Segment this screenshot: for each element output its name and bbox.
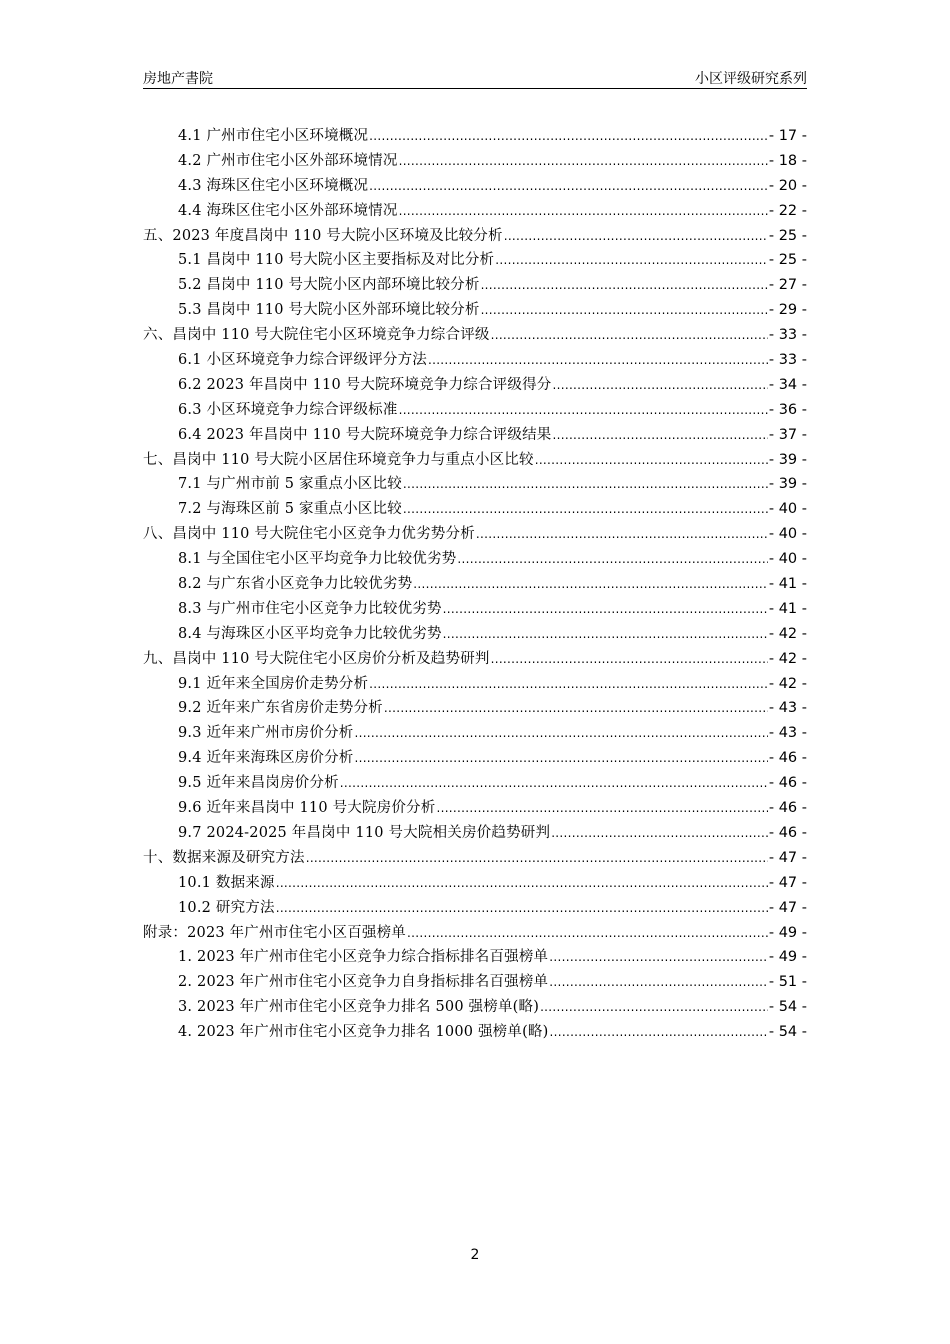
toc-entry-page: - 37 -: [768, 426, 807, 443]
toc-section-entry[interactable]: [143, 746, 807, 771]
toc-entry-page: - 51 -: [768, 974, 807, 991]
toc-entry-title: 4.3 海珠区住宅小区环境概况: [178, 177, 369, 194]
toc-entry-title: 10.1 数据来源: [178, 874, 275, 891]
toc-dot-leader: [428, 348, 768, 373]
toc-entry-page: - 47 -: [768, 874, 807, 891]
toc-chapter-entry[interactable]: [143, 921, 807, 946]
toc-entry-page: - 41 -: [768, 576, 807, 593]
toc-dot-leader: [551, 821, 768, 846]
toc-dot-leader: [491, 323, 768, 348]
toc-section-entry[interactable]: [143, 821, 807, 846]
toc-section-entry[interactable]: [143, 423, 807, 448]
toc-entry-title: 附录：2023 年广州市住宅小区百强榜单: [143, 924, 407, 941]
page-number: 2: [470, 1247, 480, 1263]
toc-entry-page: - 29 -: [768, 302, 807, 319]
toc-section-entry[interactable]: [143, 796, 807, 821]
toc-entry-page: - 25 -: [768, 227, 807, 244]
toc-dot-leader: [552, 373, 767, 398]
toc-dot-leader: [504, 224, 768, 249]
toc-entry-page: - 34 -: [768, 376, 807, 393]
toc-entry-page: - 42 -: [768, 675, 807, 692]
toc-entry-page: - 22 -: [768, 202, 807, 219]
toc-entry-page: - 46 -: [768, 824, 807, 841]
toc-entry-page: - 49 -: [768, 924, 807, 941]
toc-dot-leader: [340, 771, 768, 796]
toc-dot-leader: [540, 995, 768, 1020]
toc-entry-title: 7.1 与广州市前 5 家重点小区比较: [178, 476, 402, 493]
toc-dot-leader: [549, 970, 768, 995]
toc-entry-title: 七、昌岗中 110 号大院小区居住环境竞争力与重点小区比较: [143, 451, 534, 468]
toc-entry-page: - 40 -: [768, 526, 807, 543]
toc-section-entry[interactable]: [143, 547, 807, 572]
table-of-contents: [143, 124, 807, 1045]
toc-section-entry[interactable]: [143, 970, 807, 995]
toc-dot-leader: [403, 472, 768, 497]
toc-entry-title: 9.7 2024-2025 年昌岗中 110 号大院相关房价趋势研判: [178, 824, 551, 841]
toc-entry-title: 8.1 与全国住宅小区平均竞争力比较优劣势: [178, 551, 457, 568]
toc-entry-title: 五、2023 年度昌岗中 110 号大院小区环境及比较分析: [143, 227, 503, 244]
toc-dot-leader: [495, 248, 768, 273]
toc-section-entry[interactable]: [143, 373, 807, 398]
toc-dot-leader: [403, 497, 768, 522]
toc-entry-title: 6.2 2023 年昌岗中 110 号大院环境竞争力综合评级得分: [178, 376, 552, 393]
toc-entry-page: - 40 -: [768, 551, 807, 568]
toc-section-entry[interactable]: [143, 248, 807, 273]
toc-entry-title: 8.3 与广州市住宅小区竞争力比较优劣势: [178, 600, 442, 617]
toc-dot-leader: [354, 721, 767, 746]
toc-dot-leader: [276, 871, 768, 896]
toc-entry-title: 9.4 近年来海珠区房价分析: [178, 750, 354, 767]
toc-entry-title: 4.4 海珠区住宅小区外部环境情况: [178, 202, 398, 219]
toc-section-entry[interactable]: [143, 1020, 807, 1045]
toc-section-entry[interactable]: [143, 174, 807, 199]
header-publisher: 房地产書院: [143, 71, 213, 87]
toc-entry-page: - 42 -: [768, 650, 807, 667]
toc-entry-page: - 36 -: [768, 401, 807, 418]
toc-entry-title: 7.2 与海珠区前 5 家重点小区比较: [178, 501, 402, 518]
toc-entry-page: - 17 -: [768, 128, 807, 144]
toc-section-entry[interactable]: [143, 945, 807, 970]
toc-entry-title: 5.1 昌岗中 110 号大院小区主要指标及对比分析: [178, 252, 495, 269]
toc-entry-page: - 49 -: [768, 949, 807, 966]
toc-entry-title: 10.2 研究方法: [178, 899, 275, 916]
toc-entry-page: - 27 -: [768, 277, 807, 294]
toc-section-entry[interactable]: [143, 199, 807, 224]
toc-dot-leader: [413, 572, 768, 597]
toc-entry-title: 9.6 近年来昌岗中 110 号大院房价分析: [178, 800, 436, 817]
toc-dot-leader: [481, 298, 768, 323]
toc-dot-leader: [306, 846, 768, 871]
toc-entry-title: 5.2 昌岗中 110 号大院小区内部环境比较分析: [178, 277, 480, 294]
toc-entry-page: - 54 -: [768, 1024, 807, 1041]
toc-entry-title: 9.5 近年来昌岗房价分析: [178, 775, 339, 792]
toc-section-entry[interactable]: [143, 348, 807, 373]
toc-entry-title: 8.2 与广东省小区竞争力比较优劣势: [178, 576, 413, 593]
toc-dot-leader: [407, 921, 768, 946]
header-series-title: 小区评级研究系列: [695, 71, 807, 87]
toc-section-entry[interactable]: [143, 672, 807, 697]
toc-entry-title: 2. 2023 年广州市住宅小区竞争力自身指标排名百强榜单: [178, 974, 549, 991]
toc-entry-title: 9.3 近年来广州市房价分析: [178, 725, 354, 742]
toc-entry-page: - 42 -: [768, 625, 807, 642]
toc-entry-page: - 25 -: [768, 252, 807, 269]
toc-entry-title: 六、昌岗中 110 号大院住宅小区环境竞争力综合评级: [143, 327, 490, 344]
toc-entry-title: 3. 2023 年广州市住宅小区竞争力排名 500 强榜单(略): [178, 999, 540, 1016]
toc-entry-title: 4. 2023 年广州市住宅小区竞争力排名 1000 强榜单(略): [178, 1024, 549, 1041]
toc-section-entry[interactable]: [143, 572, 807, 597]
toc-dot-leader: [399, 149, 768, 174]
toc-dot-leader: [399, 398, 768, 423]
toc-chapter-entry[interactable]: [143, 448, 807, 473]
toc-section-entry[interactable]: [143, 896, 807, 921]
toc-dot-leader: [276, 896, 768, 921]
toc-entry-title: 九、昌岗中 110 号大院住宅小区房价分析及趋势研判: [143, 650, 490, 667]
toc-entry-page: - 46 -: [768, 750, 807, 767]
toc-entry-page: - 33 -: [768, 327, 807, 344]
toc-entry-page: - 43 -: [768, 725, 807, 742]
toc-dot-leader: [369, 672, 768, 697]
toc-dot-leader: [399, 199, 768, 224]
toc-chapter-entry[interactable]: [143, 522, 807, 547]
toc-dot-leader: [354, 746, 767, 771]
toc-entry-page: - 33 -: [768, 352, 807, 369]
toc-entry-page: - 39 -: [768, 451, 807, 468]
toc-entry-page: - 39 -: [768, 476, 807, 493]
toc-section-entry[interactable]: [143, 995, 807, 1020]
toc-dot-leader: [549, 945, 768, 970]
toc-dot-leader: [369, 124, 768, 149]
toc-section-entry[interactable]: [143, 721, 807, 746]
toc-dot-leader: [491, 647, 768, 672]
toc-entry-title: 9.2 近年来广东省房价走势分析: [178, 700, 383, 717]
toc-entry-page: - 46 -: [768, 800, 807, 817]
toc-section-entry[interactable]: [143, 398, 807, 423]
toc-section-entry[interactable]: [143, 771, 807, 796]
toc-section-entry[interactable]: [143, 149, 807, 174]
page-header: [143, 66, 807, 89]
toc-entry-page: - 20 -: [768, 177, 807, 194]
toc-entry-title: 6.1 小区环境竞争力综合评级评分方法: [178, 352, 427, 369]
toc-entry-page: - 47 -: [768, 899, 807, 916]
toc-entry-title: 6.3 小区环境竞争力综合评级标准: [178, 401, 398, 418]
toc-entry-page: - 40 -: [768, 501, 807, 518]
toc-dot-leader: [552, 423, 767, 448]
toc-entry-title: 8.4 与海珠区小区平均竞争力比较优劣势: [178, 625, 442, 642]
toc-section-entry[interactable]: [143, 124, 807, 149]
toc-entry-page: - 46 -: [768, 775, 807, 792]
toc-dot-leader: [481, 273, 768, 298]
toc-chapter-entry[interactable]: [143, 647, 807, 672]
toc-dot-leader: [369, 174, 768, 199]
toc-section-entry[interactable]: [143, 622, 807, 647]
toc-dot-leader: [436, 796, 767, 821]
toc-chapter-entry[interactable]: [143, 323, 807, 348]
toc-section-entry[interactable]: [143, 597, 807, 622]
toc-dot-leader: [550, 1020, 768, 1045]
toc-section-entry[interactable]: [143, 696, 807, 721]
toc-entry-title: 1. 2023 年广州市住宅小区竞争力综合指标排名百强榜单: [178, 949, 549, 966]
toc-dot-leader: [443, 622, 768, 647]
toc-section-entry[interactable]: [143, 472, 807, 497]
toc-entry-title: 十、数据来源及研究方法: [143, 849, 305, 866]
toc-entry-title: 八、昌岗中 110 号大院住宅小区竞争力优劣势分析: [143, 526, 475, 543]
toc-entry-page: - 43 -: [768, 700, 807, 717]
toc-dot-leader: [457, 547, 767, 572]
toc-entry-page: - 18 -: [768, 152, 807, 169]
toc-section-entry[interactable]: [143, 871, 807, 896]
toc-dot-leader: [443, 597, 768, 622]
toc-entry-title: 6.4 2023 年昌岗中 110 号大院环境竞争力综合评级结果: [178, 426, 552, 443]
toc-section-entry[interactable]: [143, 497, 807, 522]
toc-entry-title: 4.1 广州市住宅小区环境概况: [178, 128, 369, 144]
toc-chapter-entry[interactable]: [143, 846, 807, 871]
toc-entry-title: 9.1 近年来全国房价走势分析: [178, 675, 369, 692]
toc-entry-page: - 41 -: [768, 600, 807, 617]
toc-entry-title: 4.2 广州市住宅小区外部环境情况: [178, 152, 398, 169]
toc-section-entry[interactable]: [143, 273, 807, 298]
toc-dot-leader: [535, 448, 768, 473]
toc-entry-page: - 54 -: [768, 999, 807, 1016]
toc-section-entry[interactable]: [143, 298, 807, 323]
toc-entry-title: 5.3 昌岗中 110 号大院小区外部环境比较分析: [178, 302, 480, 319]
toc-entry-page: - 47 -: [768, 849, 807, 866]
toc-dot-leader: [384, 696, 768, 721]
toc-chapter-entry[interactable]: [143, 224, 807, 249]
toc-dot-leader: [476, 522, 768, 547]
